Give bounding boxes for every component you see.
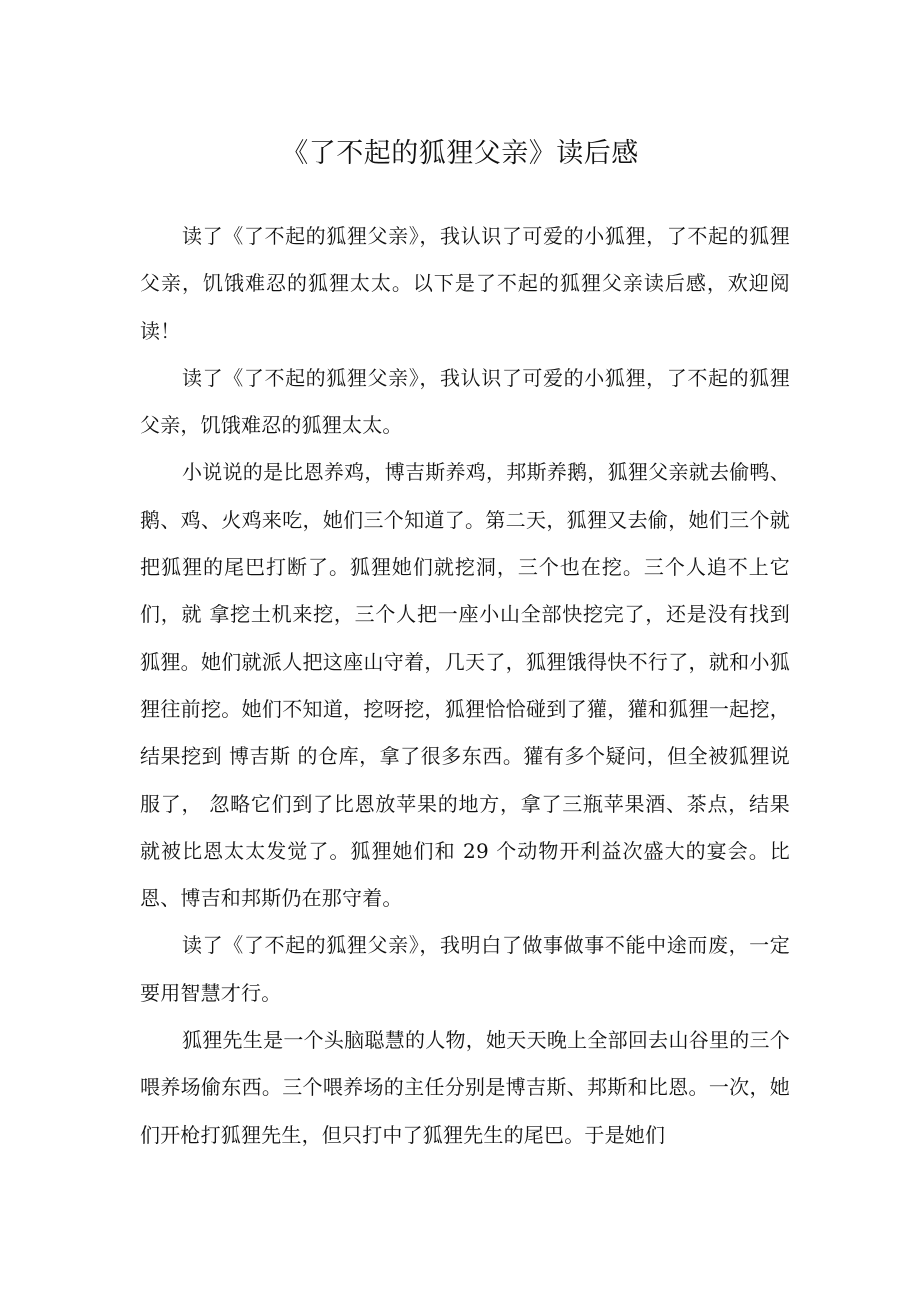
- document-title: 《了不起的狐狸父亲》读后感: [281, 138, 639, 170]
- paragraph-story-summary: 小说说的是比恩养鸡，博吉斯养鸡，邦斯养鹅，狐狸父亲就去偷鸭、鹅、鸡、火鸡来吃，她们三个知道了。第二天，狐狸又去偷，她们三个就把狐狸的尾巴打断了。狐狸她们就挖洞，三个也在挖。三个人追不上它们，就 拿挖土机来挖，三个人把一座小山全部快挖完了，还是没有找到狐狸。她们就派人把这座山守着，几天了，狐狸饿得快不行了，就和小狐狸往前挖。她们不知道，挖呀挖，狐狸恰恰碰到了獾，獾和狐狸一起挖，结果挖到 博吉斯 的仓库，拿了很多东西。獾有多个疑问，但全被狐狸说服了， 忽略它们到了比恩放苹果的地方，拿了三瓶苹果酒、茶点，结果就被比恩太太发觉了。狐狸她们和 29 个动物开利益次盛大的宴会。比恩、博吉和邦斯仍在那守着。: [140, 460, 790, 911]
- paragraph-lesson: 读了《了不起的狐狸父亲》，我明白了做事做事不能中途而废，一定要用智慧才行。: [140, 933, 790, 1005]
- paragraph-mr-fox: 狐狸先生是一个头脑聪慧的人物，她天天晚上全部回去山谷里的三个喂养场偷东西。三个喂养场的主任分别是博吉斯、邦斯和比恩。一次，她们开枪打狐狸先生，但只打中了狐狸先生的尾巴。于是她们: [140, 1028, 790, 1147]
- paragraph-opening: 读了《了不起的狐狸父亲》，我认识了可爱的小狐狸，了不起的狐狸父亲，饥饿难忍的狐狸太太。: [140, 365, 790, 438]
- document-body: [140, 213, 790, 1159]
- paragraph-intro: 读了《了不起的狐狸父亲》，我认识了可爱的小狐狸，了不起的狐狸父亲，饥饿难忍的狐狸太太。以下是了不起的狐狸父亲读后感，欢迎阅读！: [140, 224, 790, 343]
